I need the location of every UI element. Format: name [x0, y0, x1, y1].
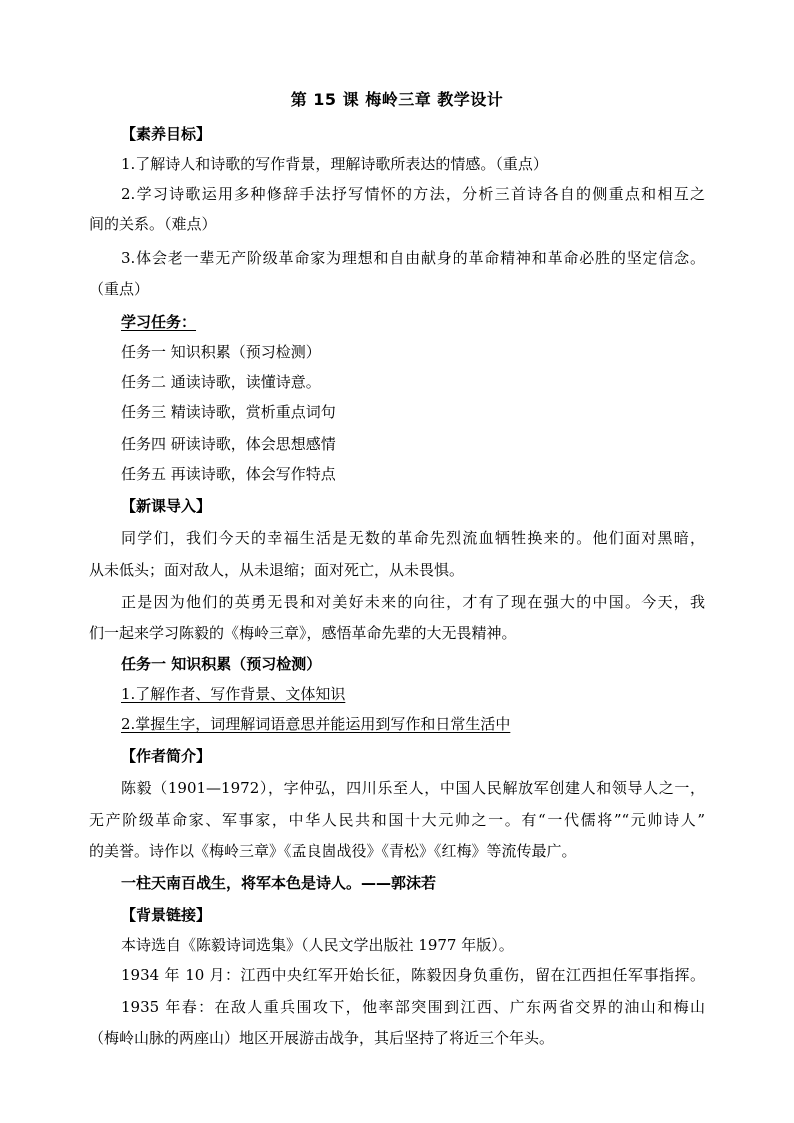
quote: 一柱天南百战生，将军本色是诗人。——郭沫若: [121, 874, 437, 892]
background-item-2: 1934 年 10 月：江西中央红军开始长征，陈毅因身负重伤，留在江西担任军事指挥。: [121, 966, 705, 984]
task-item-3: 任务三 精读诗歌，赏析重点词句: [121, 403, 336, 421]
page-title: 第 15 课 梅岭三章 教学设计: [290, 90, 504, 109]
goal-2-line-2: 间的关系。（难点）: [89, 215, 217, 233]
tasks-header: 学习任务：: [121, 313, 197, 331]
task-item-2: 任务二 通读诗歌，读懂诗意。: [121, 373, 321, 391]
goal-2-line-1: 2.学习诗歌运用多种修辞手法抒写情怀的方法，分析三首诗各自的侧重点和相互之: [121, 185, 705, 203]
background-item-1: 本诗选自《陈毅诗词选集》（人民文学出版社 1977 年版）。: [121, 936, 514, 954]
goal-1: 1.了解诗人和诗歌的写作背景，理解诗歌所表达的情感。（重点）: [121, 155, 548, 173]
task1-item-1: 1.了解作者、写作背景、文体知识: [121, 685, 346, 703]
goal-3-line-1: 3.体会老一辈无产阶级革命家为理想和自由献身的革命精神和革命必胜的坚定信念。: [121, 249, 705, 267]
intro-header: 【新课导入】: [121, 497, 212, 515]
author-paragraph-line-1: 陈毅（1901—1972），字仲弘，四川乐至人，中国人民解放军创建人和领导人之一，: [121, 779, 705, 797]
intro-paragraph-1-line-2: 从未低头；面对敌人，从未退缩；面对死亡，从未畏惧。: [89, 561, 465, 579]
author-paragraph-line-3: 的美誉。诗作以《梅岭三章》《孟良崮战役》《青松》《红梅》等流传最广。: [89, 842, 577, 860]
intro-paragraph-1-line-1: 同学们，我们今天的幸福生活是无数的革命先烈流血牺牲换来的。他们面对黑暗，: [121, 529, 705, 547]
task-item-5: 任务五 再读诗歌，体会写作特点: [121, 465, 336, 483]
literacy-goals-header: 【素养目标】: [121, 125, 212, 143]
task-item-1: 任务一 知识积累（预习检测）: [121, 343, 321, 361]
background-header: 【背景链接】: [121, 906, 212, 924]
task-item-4: 任务四 研读诗歌，体会思想感情: [121, 435, 336, 453]
goal-3-line-2: （重点）: [89, 280, 150, 298]
task1-item-2: 2.掌握生字，词理解词语意思并能运用到写作和日常生活中: [121, 715, 511, 733]
background-item-3-line-1: 1935 年春：在敌人重兵围攻下，他率部突围到江西、广东两省交界的油山和梅山: [121, 998, 705, 1016]
background-item-3-line-2: （梅岭山脉的两座山）地区开展游击战争，其后坚持了将近三个年头。: [89, 1029, 555, 1047]
author-paragraph-line-2: 无产阶级革命家、军事家，中华人民共和国十大元帅之一。有“一代儒将”“元帅诗人”: [89, 811, 705, 829]
task1-header: 任务一 知识积累（预习检测）: [121, 655, 322, 673]
author-header: 【作者简介】: [121, 747, 212, 765]
intro-paragraph-2-line-1: 正是因为他们的英勇无畏和对美好未来的向往，才有了现在强大的中国。今天，我: [121, 593, 705, 611]
intro-paragraph-2-line-2: 们一起来学习陈毅的《梅岭三章》，感悟革命先辈的大无畏精神。: [89, 624, 517, 642]
